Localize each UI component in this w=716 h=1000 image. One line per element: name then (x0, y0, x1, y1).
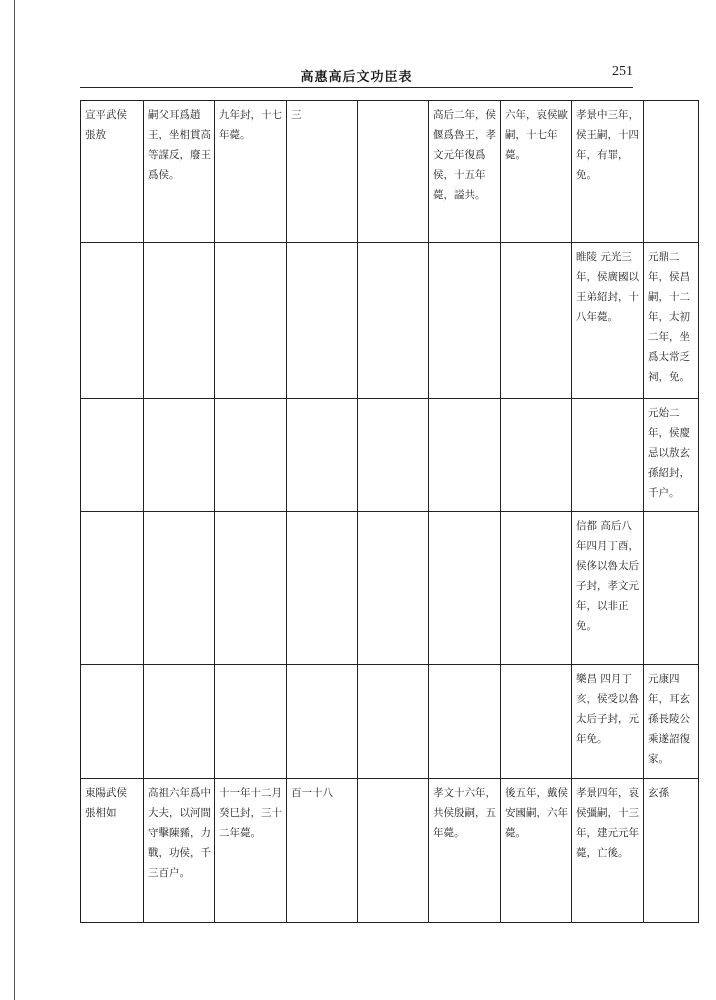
cell-reason (144, 243, 215, 399)
cell-rank: 百一十八 (287, 779, 358, 923)
cell-wendi (501, 665, 572, 779)
cell-gaohou: 高后二年，侯偃爲魯王，孝文元年復爲侯，十五年薨，謚共。 (429, 101, 501, 243)
page-header (80, 60, 633, 88)
cell-enfeoffed (215, 243, 287, 399)
cell-wudi (644, 101, 699, 243)
cell-wudi: 元始二年，侯慶忌以敖玄孫紹封，千户。 (644, 399, 699, 512)
cell-jingdi: 睢陵 元光三年，侯廣國以王弟紹封，十八年薨。 (572, 243, 644, 399)
header-rule (80, 87, 633, 88)
cell-wendi (501, 399, 572, 512)
cell-jingdi (572, 399, 644, 512)
cell-wudi: 元康四年，耳玄孫長陵公乘遂詔復家。 (644, 665, 699, 779)
cell-reason: 高祖六年爲中大夫，以河間守擊陳豨，力戰，功侯，千三百户。 (144, 779, 215, 923)
cell-rank: 三 (287, 101, 358, 243)
cell-wudi: 玄孫 (644, 779, 699, 923)
page-edge-line (14, 0, 15, 1000)
cell-reason: 嗣父耳爲趙王，坐相貫高等謀反，廢王爲侯。 (144, 101, 215, 243)
page-number: 251 (612, 64, 633, 79)
cell-wendi (501, 243, 572, 399)
cell-enfeoffed (215, 399, 287, 512)
cell-huidi (358, 512, 429, 665)
table-row (81, 243, 699, 399)
table-row (81, 399, 699, 512)
table-row (81, 512, 699, 665)
cell-enfeoffed: 九年封，十七年薨。 (215, 101, 287, 243)
cell-huidi (358, 101, 429, 243)
table-row (81, 779, 699, 923)
cell-wendi: 後五年，戴侯安國嗣，六年薨。 (501, 779, 572, 923)
cell-rank (287, 243, 358, 399)
cell-jingdi: 孝景中三年，侯王嗣，十四年，有罪，免。 (572, 101, 644, 243)
table-row (81, 101, 699, 243)
cell-reason (144, 665, 215, 779)
cell-reason (144, 399, 215, 512)
cell-gaohou (429, 512, 501, 665)
cell-rank (287, 512, 358, 665)
cell-wudi: 元鼎二年，侯昌嗣，十二年，太初二年，坐爲太常乏祠，免。 (644, 243, 699, 399)
cell-wendi (501, 512, 572, 665)
cell-jingdi: 信都 高后八年四月丁酉，侯侈以魯太后子封，孝文元年，以非正免。 (572, 512, 644, 665)
cell-enfeoffed: 十一年十二月癸巳封，三十二年薨。 (215, 779, 287, 923)
merit-table (80, 100, 699, 923)
cell-gaohou: 孝文十六年，共侯殷嗣，五年薨。 (429, 779, 501, 923)
cell-name (81, 512, 144, 665)
cell-name (81, 399, 144, 512)
cell-gaohou (429, 665, 501, 779)
cell-rank (287, 399, 358, 512)
cell-jingdi: 孝景四年，哀侯彊嗣，十三年，建元元年薨，亡後。 (572, 779, 644, 923)
cell-wendi: 六年，哀侯歐嗣，十七年薨。 (501, 101, 572, 243)
cell-gaohou (429, 243, 501, 399)
cell-gaohou (429, 399, 501, 512)
cell-name (81, 243, 144, 399)
cell-wudi (644, 512, 699, 665)
cell-huidi (358, 243, 429, 399)
cell-name: 東陽武侯 張相如 (81, 779, 144, 923)
cell-huidi (358, 399, 429, 512)
cell-name (81, 665, 144, 779)
cell-enfeoffed (215, 512, 287, 665)
page-title: 高惠高后文功臣表 (300, 70, 413, 85)
cell-rank (287, 665, 358, 779)
cell-reason (144, 512, 215, 665)
cell-name: 宣平武侯 張敖 (81, 101, 144, 243)
cell-enfeoffed (215, 665, 287, 779)
cell-huidi (358, 665, 429, 779)
cell-huidi (358, 779, 429, 923)
table-row (81, 665, 699, 779)
cell-jingdi: 樂昌 四月丁亥，侯受以魯太后子封，元年免。 (572, 665, 644, 779)
